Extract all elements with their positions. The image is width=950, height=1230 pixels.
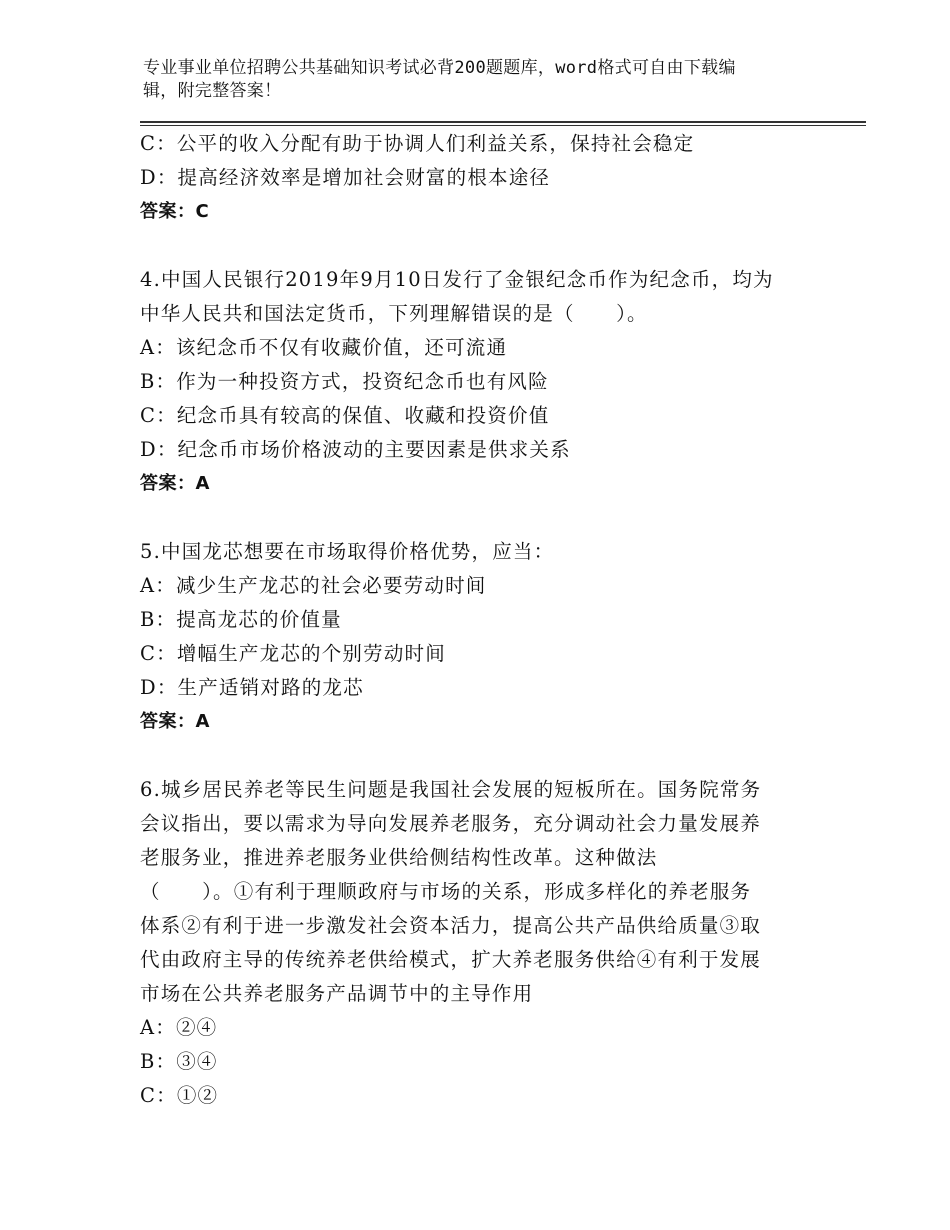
question-stem-line: 会议指出，要以需求为导向发展养老服务，充分调动社会力量发展养 — [140, 812, 762, 835]
option-b: B：提高龙芯的价值量 — [140, 608, 342, 631]
question-stem-line: （ ）。①有利于理顺政府与市场的关系，形成多样化的养老服务 — [140, 880, 752, 903]
option-c: C：纪念币具有较高的保值、收藏和投资价值 — [140, 404, 550, 427]
question-stem-line: 5.中国龙芯想要在市场取得价格优势，应当： — [140, 540, 555, 563]
question-stem-line: 老服务业，推进养老服务业供给侧结构性改革。这种做法 — [140, 846, 658, 869]
spacer — [140, 229, 820, 263]
spacer — [140, 501, 820, 535]
option-a: A：减少生产龙芯的社会必要劳动时间 — [140, 574, 487, 597]
answer-line: 答案：A — [140, 711, 210, 732]
header-title-line-2: 辑，附完整答案！ — [143, 81, 282, 101]
question-stem-line: 4.中国人民银行2019年9月10日发行了金银纪念币作为纪念币，均为 — [140, 268, 774, 291]
option-a: A：该纪念币不仅有收藏价值，还可流通 — [140, 336, 508, 359]
question-6 — [140, 773, 820, 1113]
question-4 — [140, 263, 820, 501]
question-content — [140, 127, 820, 1113]
header-divider — [140, 121, 866, 126]
spacer — [140, 739, 820, 773]
option-c: C：①② — [140, 1084, 219, 1107]
question-stem-line: 代由政府主导的传统养老供给模式，扩大养老服务供给④有利于发展 — [140, 948, 762, 971]
answer-line: 答案：C — [140, 201, 210, 222]
header-title-line-1: 专业事业单位招聘公共基础知识考试必背200题题库，word格式可自由下载编 — [143, 58, 736, 78]
option-a: A：②④ — [140, 1016, 218, 1039]
answer-line: 答案：A — [140, 473, 210, 494]
question-stem-line: 中华人民共和国法定货币，下列理解错误的是（ ）。 — [140, 302, 648, 325]
question-5 — [140, 535, 820, 739]
option-b: B：③④ — [140, 1050, 218, 1073]
page-header — [143, 57, 823, 103]
option-d: D：提高经济效率是增加社会财富的根本途径 — [140, 166, 551, 189]
option-b: B：作为一种投资方式，投资纪念币也有风险 — [140, 370, 549, 393]
option-c: C：增幅生产龙芯的个别劳动时间 — [140, 642, 446, 665]
question-stem-line: 6.城乡居民养老等民生问题是我国社会发展的短板所在。国务院常务 — [140, 778, 762, 801]
option-d: D：生产适销对路的龙芯 — [140, 676, 364, 699]
option-d: D：纪念币市场价格波动的主要因素是供求关系 — [140, 438, 571, 461]
question-stem-line: 体系②有利于进一步激发社会资本活力，提高公共产品供给质量③取 — [140, 914, 762, 937]
question-stem-line: 市场在公共养老服务产品调节中的主导作用 — [140, 982, 534, 1005]
option-c: C：公平的收入分配有助于协调人们利益关系，保持社会稳定 — [140, 132, 695, 155]
